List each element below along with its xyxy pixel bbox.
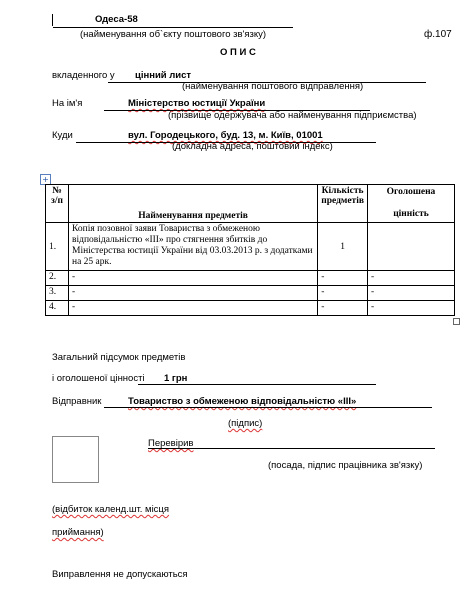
row-1-value xyxy=(368,223,455,271)
table-move-handle[interactable]: + xyxy=(40,174,51,185)
address-value: вул. Городецького, буд. 13, м. Київ, 01001 xyxy=(128,130,323,141)
enclosure-value: цінний лист xyxy=(135,70,192,81)
header-name: Найменування предметів xyxy=(69,185,318,223)
recipient-caption: (прізвище одержувача або найменування підприємства) xyxy=(168,110,417,121)
address-caption: (докладна адреса, поштовий індекс) xyxy=(172,141,333,152)
header-value-top: Оголошена xyxy=(386,187,436,197)
table-resize-handle[interactable] xyxy=(453,318,460,325)
row-3-value: - xyxy=(368,286,455,301)
stamp-caption-1: (відбиток календ.шт. місця xyxy=(52,504,170,515)
declared-value: 1 грн xyxy=(164,373,188,384)
row-2-num: 2. xyxy=(46,271,69,286)
enclosure-label: вкладенного у xyxy=(52,70,115,81)
form-number: ф.107 xyxy=(424,29,452,40)
stamp-caption-2: приймання) xyxy=(52,527,104,538)
document-title: О П И С xyxy=(220,47,256,58)
checked-label: Перевірив xyxy=(148,438,194,449)
row-1-name: Копія позовної заяви Товариства з обмеженою відповідальністю «ІІІ» про стягнення збитків до Міністерства юстиції України від 03.03.2013 р. з додатками на 25 арк. xyxy=(69,223,318,271)
stamp-box xyxy=(52,436,99,483)
checked-line xyxy=(148,448,435,449)
declared-label: і оголошеної цінності xyxy=(52,373,145,384)
sender-value: Товариство з обмеженою відповідальністю «ІІІ» xyxy=(128,396,357,407)
row-3-num: 3. xyxy=(46,286,69,301)
row-4-qty: - xyxy=(318,301,368,316)
corrections-note: Виправлення не допускаються xyxy=(52,569,188,580)
recipient-label: На ім'я xyxy=(52,98,83,109)
sender-line xyxy=(104,407,432,408)
row-1-qty: 1 xyxy=(318,223,368,271)
recipient-value: Міністерство юстиції України xyxy=(128,98,266,109)
text-cursor xyxy=(52,14,53,26)
sender-label: Відправник xyxy=(52,396,102,407)
row-1-num: 1. xyxy=(46,223,69,271)
address-label: Куди xyxy=(52,130,73,141)
row-4-num: 4. xyxy=(46,301,69,316)
row-4-value: - xyxy=(368,301,455,316)
post-office-value: Одеса-58 xyxy=(95,14,138,25)
row-2-value: - xyxy=(368,271,455,286)
header-value-bottom: цінність xyxy=(393,209,429,219)
row-4-name: - xyxy=(69,301,318,316)
row-2-name: - xyxy=(69,271,318,286)
header-num: № з/п xyxy=(46,185,69,223)
signature-caption: (підпис) xyxy=(228,418,263,429)
post-office-line xyxy=(53,27,293,28)
row-3-name: - xyxy=(69,286,318,301)
header-value xyxy=(368,185,455,223)
total-label: Загальний підсумок предметів xyxy=(52,352,186,363)
row-2-qty: - xyxy=(318,271,368,286)
declared-line xyxy=(138,384,376,385)
items-table xyxy=(45,184,455,316)
checked-caption: (посада, підпис працівника зв'язку) xyxy=(268,460,423,471)
post-office-caption: (найменування об`єкту поштового зв'язку) xyxy=(80,29,267,40)
row-3-qty: - xyxy=(318,286,368,301)
enclosure-caption: (найменування поштового відправлення) xyxy=(182,81,364,92)
header-qty: Кількість предметів xyxy=(318,185,368,223)
